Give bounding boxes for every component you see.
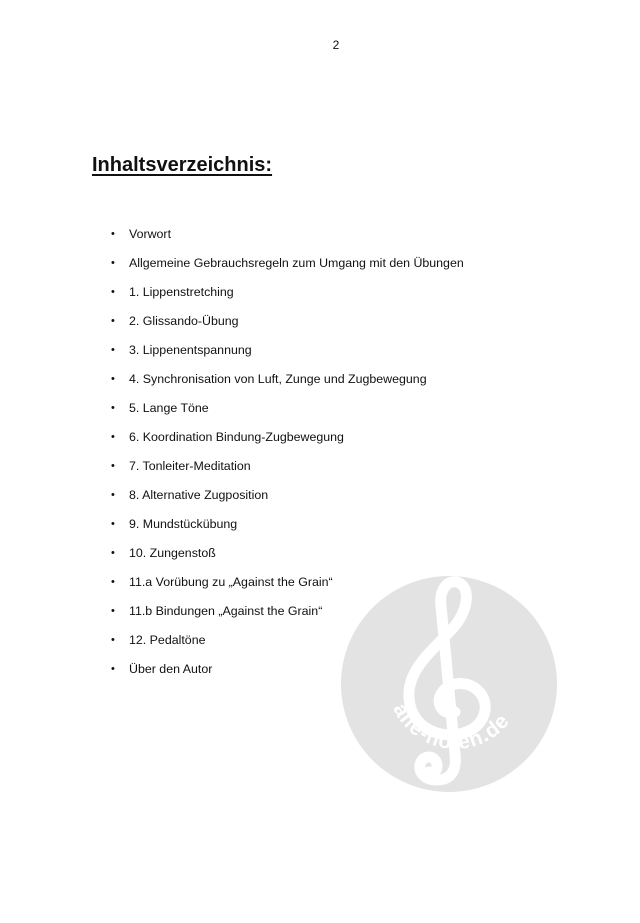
toc-item: [111, 335, 531, 364]
toc-item: [111, 393, 531, 422]
toc-item-label: 12. Pedaltöne: [129, 632, 206, 647]
bullet-icon: •: [111, 430, 115, 443]
toc-item: [111, 248, 531, 277]
toc-item-label: 5. Lange Töne: [129, 400, 209, 415]
toc-item: [111, 219, 531, 248]
toc-item-label: 4. Synchronisation von Luft, Zunge und Zugbewegung: [129, 371, 427, 386]
toc-item-label: 8. Alternative Zugposition: [129, 487, 269, 502]
toc-item-label: 3. Lippenentspannung: [129, 342, 252, 357]
bullet-icon: •: [111, 575, 115, 588]
bullet-icon: •: [111, 459, 115, 472]
bullet-icon: •: [111, 517, 115, 530]
toc-item-label: 11.b Bindungen „Against the Grain“: [129, 603, 323, 618]
toc-item-label: Über den Autor: [129, 661, 213, 676]
toc-item-label: 11.a Vorübung zu „Against the Grain“: [129, 574, 333, 589]
toc-heading: Inhaltsverzeichnis:: [92, 154, 273, 176]
bullet-icon: •: [111, 401, 115, 414]
bullet-icon: •: [111, 604, 115, 617]
toc-item-label: 6. Koordination Bindung-Zugbewegung: [129, 429, 344, 444]
toc-item-label: Allgemeine Gebrauchsregeln zum Umgang mit den Übungen: [129, 255, 464, 270]
toc-item-label: Vorwort: [129, 226, 172, 241]
bullet-icon: •: [111, 372, 115, 385]
toc-item-label: 7. Tonleiter-Meditation: [129, 458, 251, 473]
bullet-icon: •: [111, 227, 115, 240]
watermark-text: alle-noten.de: [388, 699, 515, 755]
toc-item: [111, 422, 531, 451]
bullet-icon: •: [111, 343, 115, 356]
bullet-icon: •: [111, 633, 115, 646]
bullet-icon: •: [111, 314, 115, 327]
page-number: 2: [332, 38, 340, 52]
bullet-icon: •: [111, 546, 115, 559]
toc-item-label: 1. Lippenstretching: [129, 284, 234, 299]
bullet-icon: •: [111, 285, 115, 298]
toc-item: [111, 306, 531, 335]
toc-item-label: 2. Glissando-Übung: [129, 313, 239, 328]
bullet-icon: •: [111, 662, 115, 675]
toc-item-label: 9. Mundstückübung: [129, 516, 238, 531]
toc-item: [111, 451, 531, 480]
toc-item: [111, 480, 531, 509]
treble-clef-watermark-icon: [341, 576, 557, 792]
toc-item: [111, 538, 531, 567]
toc-item: [111, 277, 531, 306]
bullet-icon: •: [111, 256, 115, 269]
toc-item-label: 10. Zungenstoß: [129, 545, 216, 560]
toc-item: [111, 509, 531, 538]
toc-item: [111, 364, 531, 393]
bullet-icon: •: [111, 488, 115, 501]
